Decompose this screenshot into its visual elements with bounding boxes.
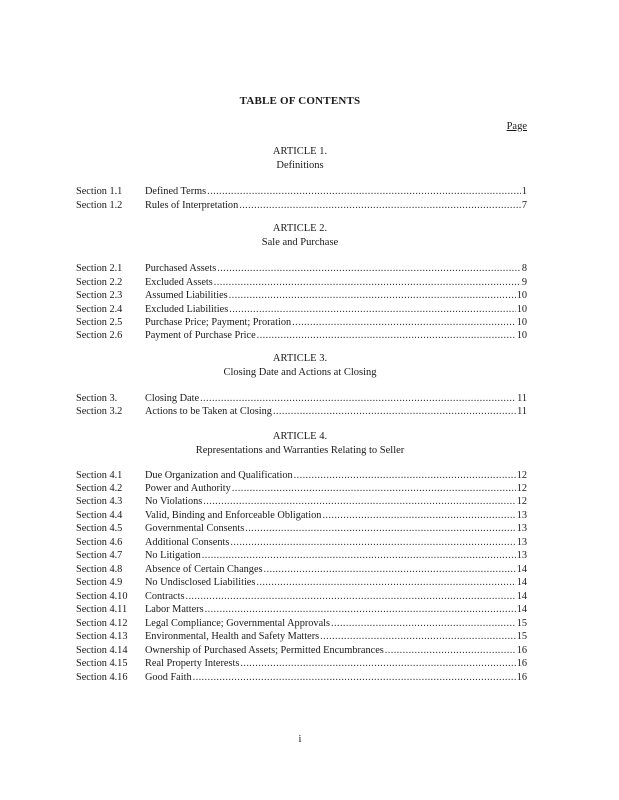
section-number: Section 4.1 xyxy=(76,470,123,481)
section-title: Due Organization and Qualification xyxy=(145,470,293,481)
article-label: ARTICLE 4. xyxy=(272,431,328,442)
dot-leader xyxy=(232,482,516,495)
section-title: Labor Matters xyxy=(145,604,204,615)
dot-leader xyxy=(205,603,516,616)
dot-leader xyxy=(200,392,516,405)
section-title: Contracts xyxy=(145,591,185,602)
dot-leader xyxy=(202,549,516,562)
section-number: Section 2.2 xyxy=(76,277,123,288)
toc-entry xyxy=(76,199,527,212)
dot-leader xyxy=(331,617,516,630)
toc-entry xyxy=(76,405,527,418)
dot-leader xyxy=(214,276,521,289)
section-title: No Violations xyxy=(145,496,203,507)
section-page: 13 xyxy=(516,523,527,534)
toc-entry xyxy=(76,262,527,275)
dot-leader xyxy=(185,590,515,603)
section-number: Section 4.4 xyxy=(76,510,123,521)
section-number: Section 1.2 xyxy=(76,200,123,211)
dot-leader xyxy=(203,495,515,508)
dot-leader xyxy=(322,509,515,522)
dot-leader xyxy=(239,199,521,212)
article-title: Representations and Warranties Relating to Seller xyxy=(195,445,405,456)
section-title: Rules of Interpretation xyxy=(145,200,239,211)
section-number: Section 2.3 xyxy=(76,290,123,301)
section-number: Section 4.14 xyxy=(76,645,128,656)
toc-entry xyxy=(76,671,527,684)
section-number: Section 4.6 xyxy=(76,537,123,548)
section-number: Section 4.5 xyxy=(76,523,123,534)
section-page: 10 xyxy=(516,290,527,301)
footer-page-number: i xyxy=(298,734,302,745)
article-1-heading xyxy=(0,145,600,173)
section-page: 14 xyxy=(516,604,527,615)
toc-entry xyxy=(76,469,527,482)
section-page: 11 xyxy=(517,393,527,404)
section-page: 16 xyxy=(516,672,527,683)
dot-leader xyxy=(217,262,521,275)
toc-entry xyxy=(76,392,527,405)
section-page: 16 xyxy=(516,645,527,656)
toc-entry xyxy=(76,482,527,495)
article-label: ARTICLE 2. xyxy=(272,223,328,234)
section-number: Section 4.16 xyxy=(76,672,128,683)
section-number: Section 4.7 xyxy=(76,550,123,561)
toc-entry xyxy=(76,509,527,522)
dot-leader xyxy=(229,303,515,316)
article-4-heading xyxy=(0,430,600,458)
toc-entry xyxy=(76,630,527,643)
toc-entry xyxy=(76,576,527,589)
section-number: Section 2.1 xyxy=(76,263,123,274)
section-title: Governmental Consents xyxy=(145,523,245,534)
section-page: 14 xyxy=(516,591,527,602)
section-title: Defined Terms xyxy=(145,186,207,197)
section-number: Section 2.6 xyxy=(76,330,123,341)
toc-entry xyxy=(76,563,527,576)
section-page: 10 xyxy=(516,304,527,315)
toc-entry xyxy=(76,590,527,603)
section-title: Absence of Certain Changes xyxy=(145,564,263,575)
section-title: Purchase Price; Payment; Proration xyxy=(145,317,292,328)
section-number: Section 4.3 xyxy=(76,496,123,507)
dot-leader xyxy=(294,469,516,482)
dot-leader xyxy=(245,522,515,535)
article-3-heading xyxy=(0,352,600,380)
section-page: 13 xyxy=(516,510,527,521)
article-title: Closing Date and Actions at Closing xyxy=(223,367,377,378)
section-title: Valid, Binding and Enforceable Obligation xyxy=(145,510,322,521)
section-page: 12 xyxy=(516,470,527,481)
section-page: 9 xyxy=(521,277,527,288)
section-number: Section 4.13 xyxy=(76,631,128,642)
section-page: 12 xyxy=(516,483,527,494)
dot-leader xyxy=(257,329,516,342)
section-title: Environmental, Health and Safety Matters xyxy=(145,631,320,642)
section-title: Additional Consents xyxy=(145,537,230,548)
section-title: Excluded Assets xyxy=(145,277,213,288)
section-title: No Undisclosed Liabilities xyxy=(145,577,256,588)
toc-entry xyxy=(76,617,527,630)
section-number: Section 4.8 xyxy=(76,564,123,575)
section-number: Section 4.2 xyxy=(76,483,123,494)
section-title: Legal Compliance; Governmental Approvals xyxy=(145,618,331,629)
toc-entry xyxy=(76,329,527,342)
section-title: No Litigation xyxy=(145,550,201,561)
dot-leader xyxy=(320,630,516,643)
section-page: 11 xyxy=(517,406,527,417)
toc-entry xyxy=(76,657,527,670)
section-page: 13 xyxy=(516,537,527,548)
dot-leader xyxy=(264,563,516,576)
dot-leader xyxy=(273,405,516,418)
toc-entry xyxy=(76,289,527,302)
section-number: Section 4.15 xyxy=(76,658,128,669)
section-title: Purchased Assets xyxy=(145,263,217,274)
toc-title: TABLE OF CONTENTS xyxy=(239,95,361,107)
toc-entry xyxy=(76,276,527,289)
page-column-label: Page xyxy=(506,121,527,132)
section-page: 7 xyxy=(521,200,527,211)
toc-entry xyxy=(76,603,527,616)
section-number: Section 2.5 xyxy=(76,317,123,328)
section-page: 16 xyxy=(516,658,527,669)
toc-entry xyxy=(76,644,527,657)
article-2-heading xyxy=(0,222,600,250)
section-page: 12 xyxy=(516,496,527,507)
article-label: ARTICLE 3. xyxy=(272,353,328,364)
toc-entry xyxy=(76,303,527,316)
section-page: 8 xyxy=(521,263,527,274)
toc-entry xyxy=(76,495,527,508)
article-title: Sale and Purchase xyxy=(261,237,339,248)
section-page: 10 xyxy=(516,330,527,341)
section-page: 13 xyxy=(516,550,527,561)
section-number: Section 2.4 xyxy=(76,304,123,315)
dot-leader xyxy=(229,289,516,302)
toc-entry xyxy=(76,185,527,198)
article-label: ARTICLE 1. xyxy=(272,146,328,157)
section-title: Ownership of Purchased Assets; Permitted Encumbrances xyxy=(145,645,384,656)
section-title: Power and Authority xyxy=(145,483,231,494)
section-number: Section 4.11 xyxy=(76,604,128,615)
section-title: Real Property Interests xyxy=(145,658,240,669)
dot-leader xyxy=(385,644,516,657)
section-title: Assumed Liabilities xyxy=(145,290,228,301)
section-page: 14 xyxy=(516,577,527,588)
toc-entry xyxy=(76,549,527,562)
section-number: Section 3.2 xyxy=(76,406,123,417)
section-page: 15 xyxy=(516,631,527,642)
dot-leader xyxy=(230,536,515,549)
section-page: 15 xyxy=(516,618,527,629)
toc-entry xyxy=(76,536,527,549)
section-title: Actions to be Taken at Closing xyxy=(145,406,272,417)
section-number: Section 1.1 xyxy=(76,186,123,197)
dot-leader xyxy=(193,671,516,684)
section-page: 1 xyxy=(521,186,527,197)
section-page: 10 xyxy=(516,317,527,328)
toc-entry xyxy=(76,316,527,329)
article-title: Definitions xyxy=(276,160,324,171)
toc-entry xyxy=(76,522,527,535)
section-number: Section 4.10 xyxy=(76,591,128,602)
section-title: Excluded Liabilities xyxy=(145,304,229,315)
dot-leader xyxy=(292,316,516,329)
section-page: 14 xyxy=(516,564,527,575)
dot-leader xyxy=(256,576,515,589)
dot-leader xyxy=(207,185,521,198)
section-number: Section 4.9 xyxy=(76,577,123,588)
section-number: Section 4.12 xyxy=(76,618,128,629)
section-title: Closing Date xyxy=(145,393,200,404)
dot-leader xyxy=(240,657,515,670)
section-title: Payment of Purchase Price xyxy=(145,330,256,341)
section-number: Section 3. xyxy=(76,393,118,404)
section-title: Good Faith xyxy=(145,672,192,683)
